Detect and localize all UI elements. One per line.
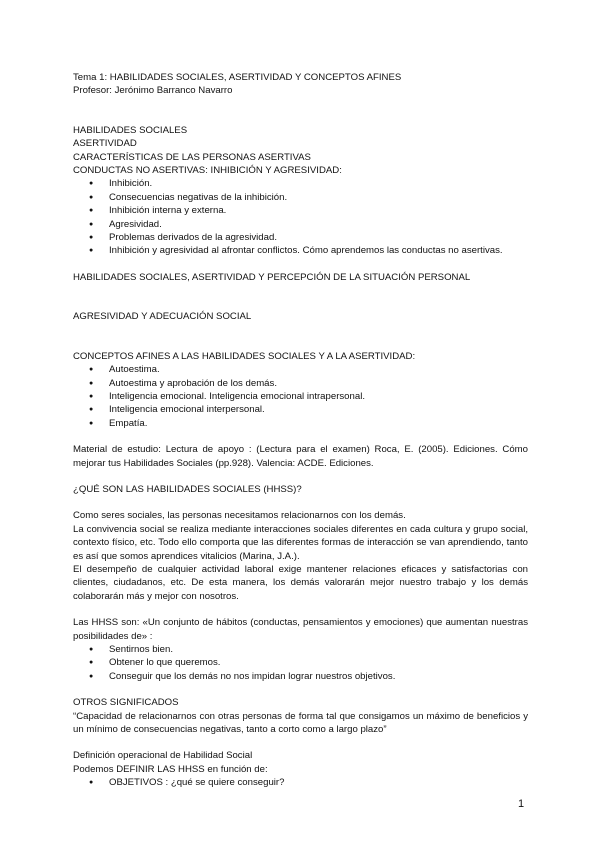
outline-bullet-list	[73, 177, 528, 257]
section-heading: CONCEPTOS AFINES A LAS HABILIDADES SOCIALES Y A LA ASERTIVIDAD:	[73, 350, 416, 362]
list-item: ● Consecuencias negativas de la inhibición.	[73, 191, 528, 204]
quote: “Capacidad de relacionarnos con otras personas de forma tal que consigamos un máximo de beneficios y un mínimo de consecuencias negativas, tanto a corto como a largo plazo”	[73, 710, 528, 736]
list-item: ● Sentirnos bien.	[73, 643, 528, 656]
page-number: 1	[518, 798, 525, 810]
hhss-bullet-list	[73, 643, 528, 683]
document-title: Tema 1: HABILIDADES SOCIALES, ASERTIVIDAD Y CONCEPTOS AFINES	[73, 72, 402, 83]
list-item: ● Autoestima.	[73, 363, 528, 376]
list-item: ● OBJETIVOS : ¿qué se quiere conseguir?	[73, 776, 528, 789]
list-item: ● Inhibición.	[73, 177, 528, 190]
list-item: ● Inteligencia emocional. Inteligencia emocional intrapersonal.	[73, 390, 528, 403]
outline-line: CONDUCTAS NO ASERTIVAS: INHIBICIÓN Y AGRESIVIDAD:	[73, 165, 342, 177]
professor-line: Profesor: Jerónimo Barranco Navarro	[73, 85, 233, 97]
outline-line: ASERTIVIDAD	[73, 138, 137, 150]
paragraph: Las HHSS son: «Un conjunto de hábitos (conductas, pensamientos y emociones) que aumentan nuestras posibilidades de» :	[73, 617, 528, 642]
section-heading: Definición operacional de Habilidad Social	[73, 750, 253, 762]
page-content	[73, 71, 528, 790]
list-item: ● Inhibición y agresividad al afrontar conflictos. Cómo aprendemos las conductas no asertivas.	[73, 244, 528, 257]
paragraph: El desempeño de cualquier actividad laboral exige mantener relaciones eficaces y satisfactorias con clientes, ciudadanos, etc. De esta manera, los demás valorarán mejor nuestro trabajo y los demás colaborarán más y mejor con nosotros.	[73, 563, 528, 602]
section-heading: HABILIDADES SOCIALES, ASERTIVIDAD Y PERCEPCIÓN DE LA SITUACIÓN PERSONAL	[73, 271, 471, 283]
list-item: ● Empatía.	[73, 417, 528, 430]
list-item: ● Obtener lo que queremos.	[73, 656, 528, 669]
list-item: ● Conseguir que los demás no nos impidan lograr nuestros objetivos.	[73, 670, 528, 683]
list-item: ● Problemas derivados de la agresividad.	[73, 231, 528, 244]
outline-line: HABILIDADES SOCIALES	[73, 124, 188, 136]
list-item: ● Agresividad.	[73, 218, 528, 231]
paragraph: Podemos DEFINIR LAS HHSS en función de:	[73, 763, 268, 775]
section-heading: AGRESIVIDAD Y ADECUACIÓN SOCIAL	[73, 311, 252, 323]
section-heading: OTROS SIGNIFICADOS	[73, 697, 179, 709]
concepts-bullet-list	[73, 363, 528, 430]
paragraph: La convivencia social se realiza mediante interacciones sociales diferentes en cada cultura y grupo social, contexto físico, etc. Todo ello comporta que las diferentes formas de interacción se van aprendiendo, tanto es así que somos aprendices vitalicios (Marina, J.A.).	[73, 523, 528, 562]
outline-line: CARACTERÍSTICAS DE LAS PERSONAS ASERTIVAS	[73, 151, 311, 163]
paragraph: Como seres sociales, las personas necesitamos relacionarnos con los demás.	[73, 510, 406, 522]
list-item: ● Autoestima y aprobación de los demás.	[73, 377, 528, 390]
list-item: ● Inhibición interna y externa.	[73, 204, 528, 217]
study-material: Material de estudio: Lectura de apoyo : (Lectura para el examen) Roca, E. (2005). Ediciones. Cómo mejorar tus Habilidades Sociales (pp.928). Valencia: ACDE. Ediciones.	[73, 444, 528, 469]
section-heading: ¿QUÉ SON LAS HABILIDADES SOCIALES (HHSS)?	[73, 483, 302, 495]
objectives-bullet-list	[73, 776, 528, 789]
list-item: ● Inteligencia emocional interpersonal.	[73, 403, 528, 416]
